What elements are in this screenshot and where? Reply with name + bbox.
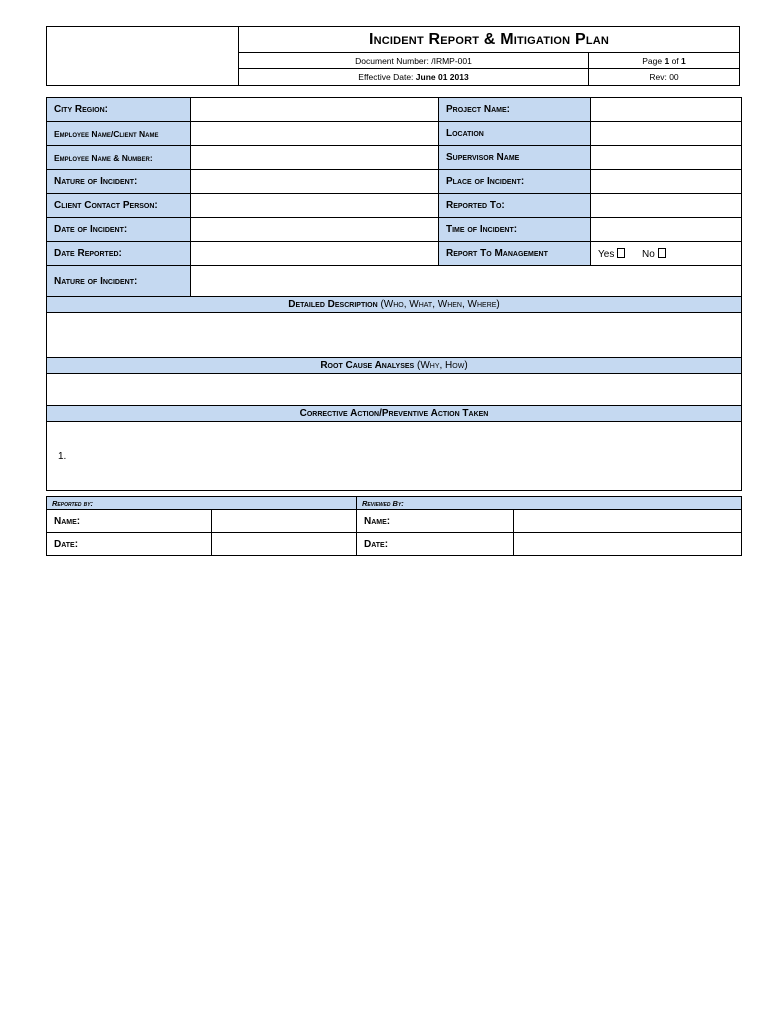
date-reported-label: Date Reported: — [47, 242, 191, 266]
revision-value: 00 — [669, 72, 679, 82]
no-checkbox[interactable] — [658, 248, 666, 258]
reported-to-label: Reported To: — [439, 194, 591, 218]
section-body-row — [47, 313, 742, 358]
detailed-description-header: Detailed Description (Who, What, When, Where) — [47, 297, 742, 313]
nature-of-incident-label: Nature of Incident: — [47, 170, 191, 194]
form-row — [47, 170, 742, 194]
corrective-action-field[interactable] — [47, 422, 742, 491]
page-indicator: Page 1 of 1 — [642, 55, 686, 66]
document-header — [46, 26, 740, 86]
supervisor-name-label: Supervisor Name — [439, 146, 591, 170]
reviewed-date-label: Date: — [357, 533, 514, 556]
city-region-label: City Region: — [47, 98, 191, 122]
place-of-incident-field[interactable] — [591, 170, 742, 194]
nature-of-incident-2-label: Nature of Incident: — [47, 266, 191, 297]
date-of-incident-label: Date of Incident: — [47, 218, 191, 242]
reported-to-field[interactable] — [591, 194, 742, 218]
report-to-management-label: Report To Management — [439, 242, 591, 266]
root-cause-field[interactable] — [47, 374, 742, 406]
time-of-incident-field[interactable] — [591, 218, 742, 242]
root-cause-header: Root Cause Analyses (Why, How) — [47, 358, 742, 374]
effective-date-value: June 01 2013 — [415, 72, 469, 82]
revision: Rev: 00 — [649, 72, 679, 82]
location-label: Location — [439, 122, 591, 146]
nature-of-incident-field[interactable] — [191, 170, 439, 194]
form-row — [47, 266, 742, 297]
section-body-row — [47, 422, 742, 491]
document-number: Document Number: /IRMP-001 — [239, 53, 589, 68]
meta-row-effective — [239, 69, 739, 85]
location-field[interactable] — [591, 122, 742, 146]
reviewed-name-label: Name: — [357, 510, 514, 533]
reported-by-label: Reported by: — [47, 497, 357, 510]
effective-date: Effective Date: June 01 2013 — [239, 69, 589, 85]
reviewed-date-field[interactable] — [514, 533, 742, 556]
client-contact-person-label: Client Contact Person: — [47, 194, 191, 218]
form-row — [47, 98, 742, 122]
reported-name-label: Name: — [47, 510, 212, 533]
logo-placeholder — [47, 27, 239, 85]
date-reported-field[interactable] — [191, 242, 439, 266]
employee-client-name-field[interactable] — [191, 122, 439, 146]
reviewed-name-field[interactable] — [514, 510, 742, 533]
reviewed-by-label: Reviewed By: — [357, 497, 742, 510]
employee-name-number-field[interactable] — [191, 146, 439, 170]
time-of-incident-label: Time of Incident: — [439, 218, 591, 242]
yes-option-label: Yes — [598, 248, 615, 260]
detailed-description-field[interactable] — [47, 313, 742, 358]
section-body-row — [47, 374, 742, 406]
corrective-action-item: 1. — [58, 450, 67, 462]
document-title: Incident Report & Mitigation Plan — [239, 27, 739, 53]
reported-date-field[interactable] — [212, 533, 357, 556]
signoff-table — [46, 496, 742, 556]
employee-client-name-label: Employee Name/Client Name — [47, 122, 191, 146]
date-of-incident-field[interactable] — [191, 218, 439, 242]
reported-name-field[interactable] — [212, 510, 357, 533]
supervisor-name-field[interactable] — [591, 146, 742, 170]
incident-form-table — [46, 97, 742, 491]
signoff-row — [47, 533, 742, 556]
meta-row-document — [239, 53, 739, 69]
nature-of-incident-2-field[interactable] — [191, 266, 742, 297]
report-to-management-options — [591, 242, 742, 266]
yes-checkbox[interactable] — [617, 248, 625, 258]
form-row — [47, 242, 742, 266]
section-header-row — [47, 297, 742, 313]
form-row — [47, 218, 742, 242]
no-option-label: No — [642, 248, 655, 260]
city-region-field[interactable] — [191, 98, 439, 122]
form-row — [47, 122, 742, 146]
project-name-field[interactable] — [591, 98, 742, 122]
place-of-incident-label: Place of Incident: — [439, 170, 591, 194]
signoff-header-row — [47, 497, 742, 510]
project-name-label: Project Name: — [439, 98, 591, 122]
client-contact-person-field[interactable] — [191, 194, 439, 218]
signoff-row — [47, 510, 742, 533]
form-row — [47, 194, 742, 218]
reported-date-label: Date: — [47, 533, 212, 556]
section-header-row — [47, 358, 742, 374]
form-row — [47, 146, 742, 170]
document-number-value: /IRMP-001 — [431, 55, 472, 66]
employee-name-number-label: Employee Name & Number: — [47, 146, 191, 170]
section-header-row — [47, 406, 742, 422]
corrective-action-header: Corrective Action/Preventive Action Taken — [47, 406, 742, 422]
